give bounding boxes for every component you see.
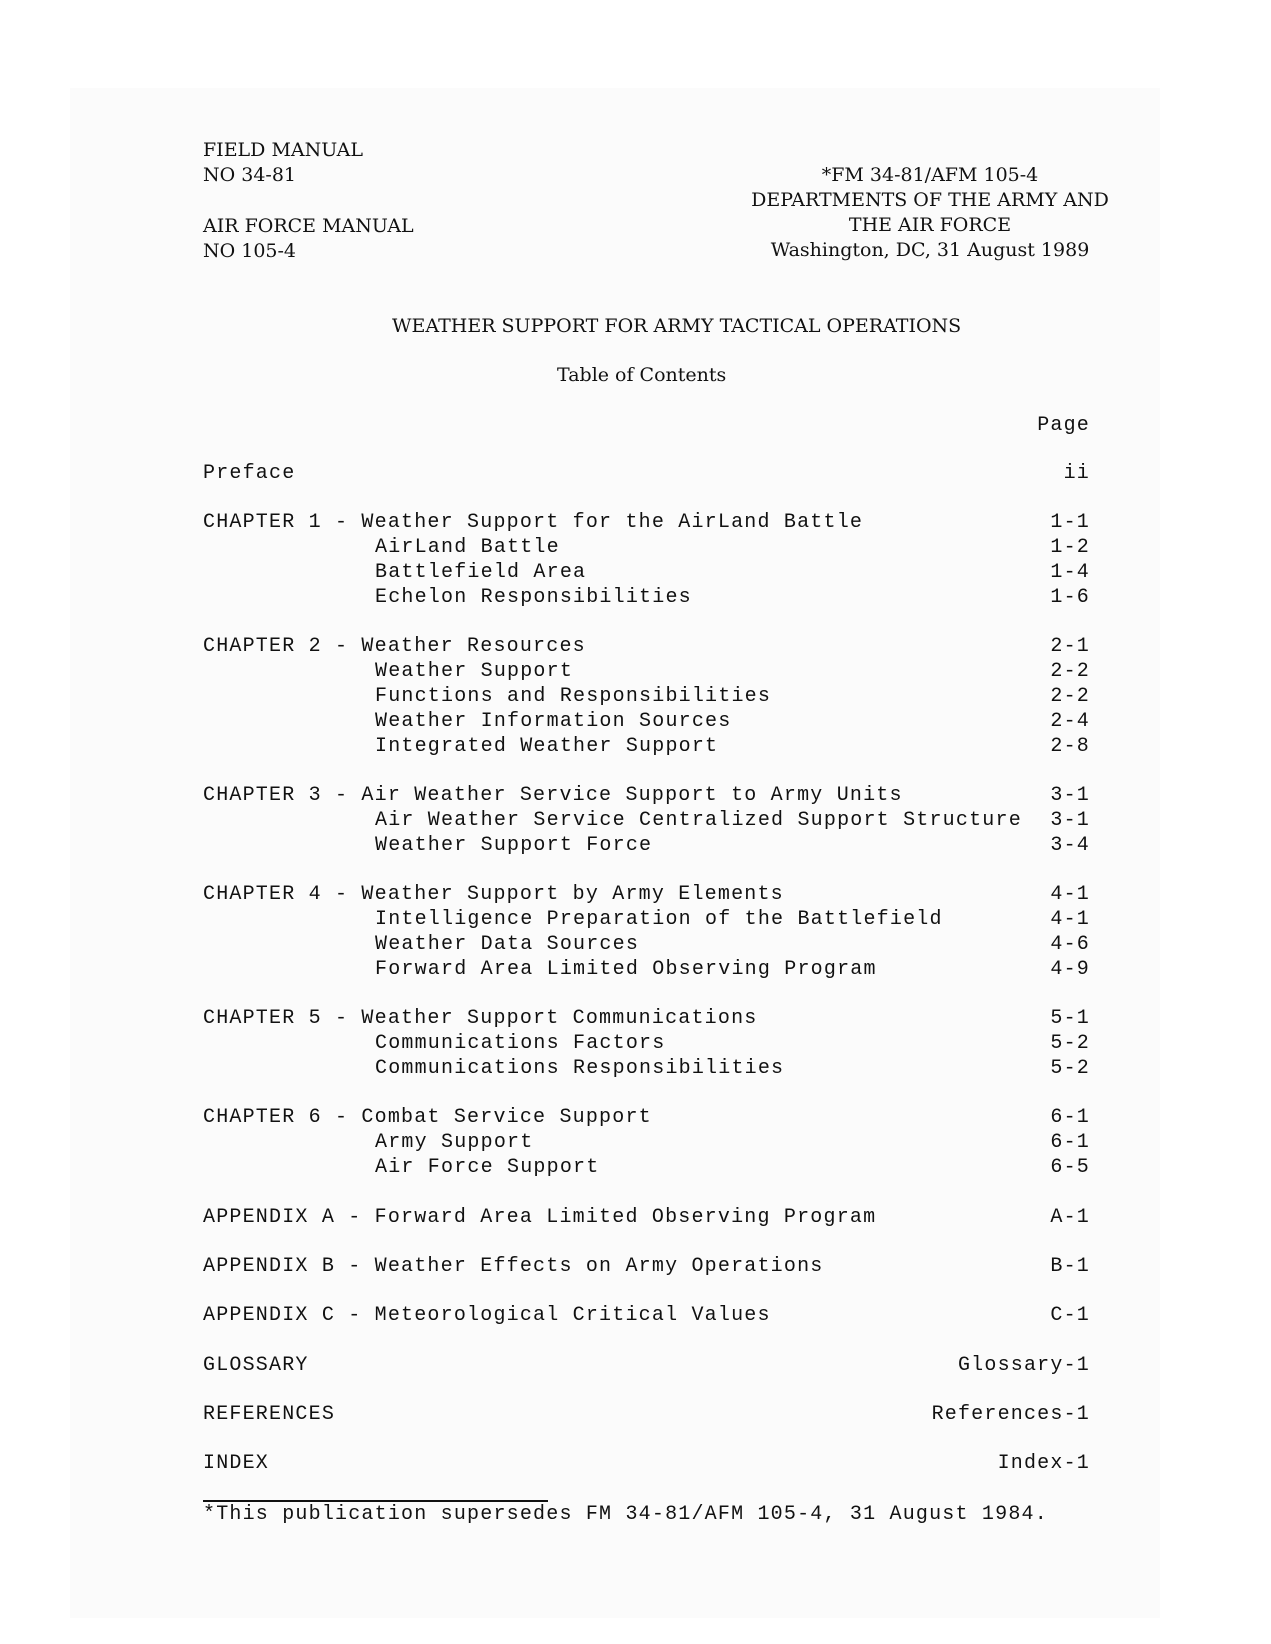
toc-heading: Table of Contents xyxy=(557,364,727,386)
toc-section-title: Communications Factors xyxy=(375,1032,666,1055)
toc-section-page: 1-2 xyxy=(1050,536,1090,559)
toc-chapter-1-page: 1-1 xyxy=(1050,511,1090,534)
toc-section-page: 2-4 xyxy=(1050,710,1090,733)
toc-chapter-5-page: 5-1 xyxy=(1050,1007,1090,1030)
air-force-manual-number: NO 105-4 xyxy=(203,240,297,262)
toc-references: REFERENCES xyxy=(203,1403,336,1426)
toc-section-title: Echelon Responsibilities xyxy=(375,586,692,609)
toc-chapter-3-page: 3-1 xyxy=(1050,784,1090,807)
footnote: *This publication supersedes FM 34-81/AFM 105-4, 31 August 1984. xyxy=(203,1503,1048,1526)
air-force-manual-label: AIR FORCE MANUAL xyxy=(203,215,414,237)
toc-preface-page: ii xyxy=(1063,462,1090,485)
field-manual-label: FIELD MANUAL xyxy=(203,139,364,161)
toc-index: INDEX xyxy=(203,1452,270,1475)
toc-section-page: 6-1 xyxy=(1050,1131,1090,1154)
toc-chapter-6-heading: CHAPTER 6 - Combat Service Support xyxy=(203,1106,652,1129)
toc-section-title: Air Weather Service Centralized Support Structure xyxy=(375,809,1022,832)
toc-section-page: 1-6 xyxy=(1050,586,1090,609)
toc-section-page: 5-2 xyxy=(1050,1057,1090,1080)
toc-section-title: Weather Support xyxy=(375,660,574,683)
toc-section-page: 4-9 xyxy=(1050,958,1090,981)
toc-appendix-a: APPENDIX A - Forward Area Limited Observing Program xyxy=(203,1206,877,1229)
toc-appendix-c-page: C-1 xyxy=(1050,1304,1090,1327)
publication-designation: *FM 34-81/AFM 105-4 xyxy=(821,164,1039,186)
toc-chapter-5-heading: CHAPTER 5 - Weather Support Communications xyxy=(203,1007,758,1030)
toc-references-page: References-1 xyxy=(931,1403,1090,1426)
page-column-header: Page xyxy=(1037,414,1090,437)
toc-glossary-page: Glossary-1 xyxy=(957,1354,1090,1377)
departments-line-2: THE AIR FORCE xyxy=(848,214,1012,236)
toc-section-page: 3-1 xyxy=(1050,809,1090,832)
toc-section-page: 4-6 xyxy=(1050,933,1090,956)
toc-section-title: Functions and Responsibilities xyxy=(375,685,772,708)
toc-appendix-a-page: A-1 xyxy=(1050,1206,1090,1229)
toc-section-title: Integrated Weather Support xyxy=(375,735,719,758)
field-manual-number: NO 34-81 xyxy=(203,164,297,186)
toc-chapter-3-heading: CHAPTER 3 - Air Weather Service Support to Army Units xyxy=(203,784,903,807)
toc-chapter-2-heading: CHAPTER 2 - Weather Resources xyxy=(203,635,586,658)
toc-section-page: 5-2 xyxy=(1050,1032,1090,1055)
toc-section-title: Air Force Support xyxy=(375,1156,600,1179)
toc-section-title: Battlefield Area xyxy=(375,561,587,584)
toc-chapter-2-page: 2-1 xyxy=(1050,635,1090,658)
place-and-date: Washington, DC, 31 August 1989 xyxy=(770,239,1090,261)
toc-section-title: AirLand Battle xyxy=(375,536,560,559)
departments-line-1: DEPARTMENTS OF THE ARMY AND xyxy=(751,189,1109,211)
toc-section-page: 2-8 xyxy=(1050,735,1090,758)
document-title: WEATHER SUPPORT FOR ARMY TACTICAL OPERATIONS xyxy=(392,315,962,337)
toc-section-title: Communications Responsibilities xyxy=(375,1057,785,1080)
toc-preface-label: Preface xyxy=(203,462,296,485)
toc-section-page: 1-4 xyxy=(1050,561,1090,584)
toc-chapter-4-heading: CHAPTER 4 - Weather Support by Army Elements xyxy=(203,883,784,906)
toc-appendix-b-page: B-1 xyxy=(1050,1255,1090,1278)
toc-index-page: Index-1 xyxy=(997,1452,1090,1475)
toc-section-title: Weather Support Force xyxy=(375,834,653,857)
toc-section-title: Weather Data Sources xyxy=(375,933,640,956)
toc-appendix-c: APPENDIX C - Meteorological Critical Values xyxy=(203,1304,771,1327)
toc-appendix-b: APPENDIX B - Weather Effects on Army Operations xyxy=(203,1255,824,1278)
toc-section-page: 2-2 xyxy=(1050,685,1090,708)
toc-chapter-1-heading: CHAPTER 1 - Weather Support for the AirLand Battle xyxy=(203,511,864,534)
toc-section-title: Weather Information Sources xyxy=(375,710,732,733)
toc-section-page: 2-2 xyxy=(1050,660,1090,683)
toc-chapter-4-page: 4-1 xyxy=(1050,883,1090,906)
toc-chapter-6-page: 6-1 xyxy=(1050,1106,1090,1129)
toc-section-page: 4-1 xyxy=(1050,908,1090,931)
toc-section-title: Intelligence Preparation of the Battlefield xyxy=(375,908,943,931)
toc-section-page: 3-4 xyxy=(1050,834,1090,857)
toc-section-page: 6-5 xyxy=(1050,1156,1090,1179)
toc-section-title: Army Support xyxy=(375,1131,534,1154)
toc-glossary: GLOSSARY xyxy=(203,1354,309,1377)
toc-section-title: Forward Area Limited Observing Program xyxy=(375,958,877,981)
